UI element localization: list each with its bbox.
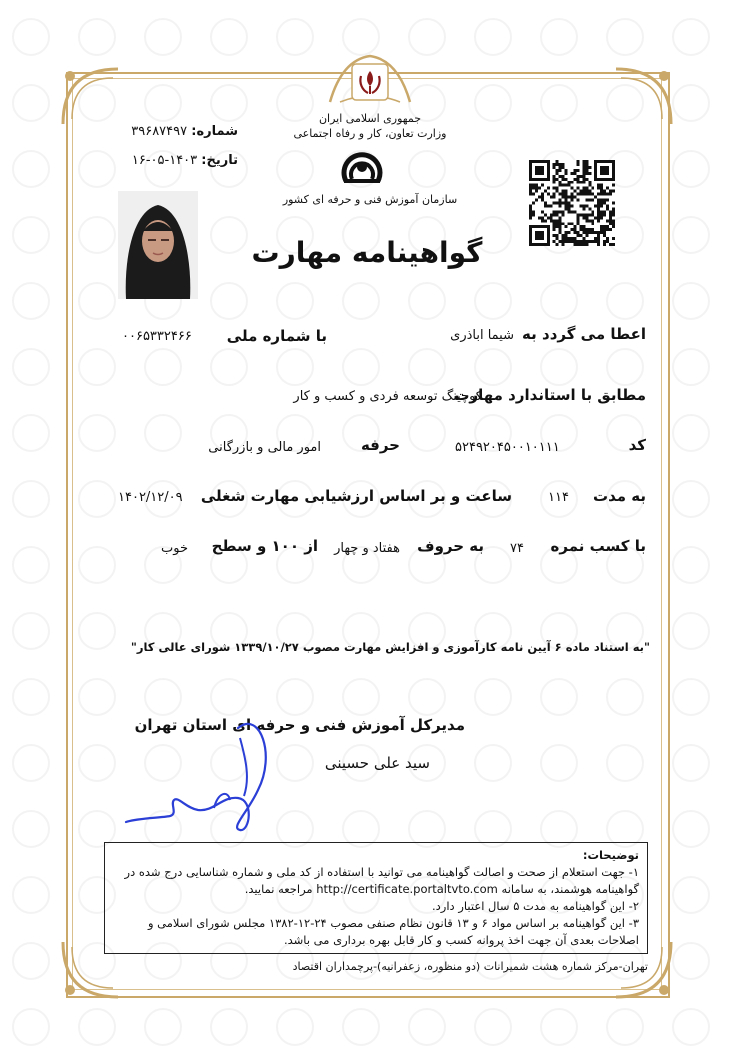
watermark-logo <box>210 18 248 56</box>
watermark-logo <box>672 84 710 122</box>
watermark-logo <box>210 1008 248 1046</box>
profession-label: حرفه <box>360 436 400 454</box>
notes-box <box>104 842 648 954</box>
score-value: ۷۴ <box>510 541 524 556</box>
watermark-logo <box>540 18 578 56</box>
watermark-logo <box>276 18 314 56</box>
statute-line: "به استناد ماده ۶ آیین نامه کارآموزی و افزایش مهارت مصوب ۱۳۳۹/۱۰/۲۷ شورای عالی کار" <box>130 640 650 654</box>
watermark-logo <box>672 942 710 980</box>
watermark-logo <box>144 1008 182 1046</box>
watermark-logo <box>672 216 710 254</box>
score-words: هفتاد و چهار <box>334 541 400 556</box>
watermark-logo <box>12 348 50 386</box>
certificate-number <box>110 124 238 139</box>
granted-label: اعطا می گردد به <box>522 325 646 343</box>
watermark-logo <box>672 348 710 386</box>
note-3: ۳- این گواهینامه بر اساس مواد ۶ و ۱۳ قانون نظام صنفی مصوب ۲۴-۱۲-۱۳۸۲ مجلس شورای اسلامی و اصلاحات بعدی آن جهت اخذ پروانه کسب و کار قابل بهره برداری می باشد. <box>147 916 639 947</box>
watermark-logo <box>12 84 50 122</box>
score-label: با کسب نمره <box>550 537 646 555</box>
assessment-date: ۱۴۰۲/۱۲/۰۹ <box>118 490 183 505</box>
portrait-photo <box>118 191 198 299</box>
standard-label: مطابق با استاندارد مهارت <box>454 386 646 404</box>
watermark-logo <box>672 876 710 914</box>
watermark-logo <box>672 480 710 518</box>
notes-heading: توضیحات: <box>582 848 639 862</box>
certificate-date <box>100 153 238 168</box>
level-label: از ۱۰۰ و سطح <box>211 537 318 555</box>
header-organization: سازمان آموزش فنی و حرفه ای کشور <box>282 193 458 206</box>
watermark-logo <box>12 546 50 584</box>
emblem-icon <box>355 68 385 98</box>
standard-code: ۵۲۴۹۲۰۴۵۰۰۱۰۱۱۱ <box>455 440 560 455</box>
watermark-logo <box>276 1008 314 1046</box>
note-2: ۲- این گواهینامه به مدت ۵ سال اعتبار دارد. <box>432 899 639 913</box>
letters-label: به حروف <box>417 537 484 555</box>
watermark-logo <box>12 876 50 914</box>
watermark-logo <box>144 18 182 56</box>
watermark-logo <box>12 480 50 518</box>
number-value: ۳۹۶۸۷۴۹۷ <box>131 124 188 139</box>
national-id: ۰۰۶۵۳۳۲۴۶۶ <box>122 329 192 344</box>
signature <box>118 700 288 840</box>
watermark-logo <box>672 546 710 584</box>
level-value: خوب <box>161 541 188 556</box>
holder-name: شیما اباذری <box>450 328 514 343</box>
note-1: ۱- جهت استعلام از صحت و اصالت گواهینامه می توانید با استفاده از کد ملی و شماره شناسایی درج شده در گواهینامه هوشمند، به سامانه http://certificate.portaltvto.com مراجعه نمایید. <box>124 865 639 896</box>
watermark-logo <box>540 1008 578 1046</box>
watermark-logo <box>78 1008 116 1046</box>
date-value: ۱۴۰۳-۰۵-۱۶ <box>131 153 198 168</box>
signatory-name: سید علی حسینی <box>324 754 430 772</box>
watermark-logo <box>12 414 50 452</box>
watermark-logo <box>12 612 50 650</box>
watermark-logo <box>672 612 710 650</box>
watermark-logo <box>12 216 50 254</box>
profession: امور مالی و بازرگانی <box>208 440 321 455</box>
watermark-logo <box>672 282 710 320</box>
certificate-title: گواهینامه مهارت <box>251 236 483 269</box>
national-id-label: با شماره ملی <box>226 327 327 345</box>
signatory-title: مدیرکل آموزش فنی و حرفه ای استان تهران <box>134 716 465 734</box>
watermark-logo <box>672 744 710 782</box>
watermark-logo <box>672 810 710 848</box>
footer-issuer: تهران-مرکز شماره هشت شمیرانات (دو منظوره، زعفرانیه)-پرچمداران اقتصاد <box>292 960 648 973</box>
standard-name: کوچینگ توسعه فردی و کسب و کار <box>293 389 482 404</box>
watermark-logo <box>12 282 50 320</box>
number-label: شماره: <box>191 124 238 139</box>
watermark-logo <box>672 150 710 188</box>
watermark-logo <box>12 678 50 716</box>
watermark-logo <box>78 18 116 56</box>
header-ministry: وزارت تعاون، کار و رفاه اجتماعی <box>293 127 447 140</box>
watermark-logo <box>12 810 50 848</box>
tvto-logo-icon <box>340 145 384 185</box>
duration-label: به مدت <box>593 487 646 505</box>
date-label: تاریخ: <box>201 153 238 168</box>
assessment-label: ساعت و بر اساس ارزشیابی مهارت شغلی <box>200 487 512 505</box>
watermark-logo <box>672 678 710 716</box>
watermark-logo <box>12 744 50 782</box>
watermark-logo <box>12 1008 50 1046</box>
code-label: کد <box>628 436 646 454</box>
qr-code <box>529 160 615 246</box>
duration-hours: ۱۱۴ <box>548 490 569 505</box>
watermark-logo <box>474 1008 512 1046</box>
watermark-logo <box>672 18 710 56</box>
watermark-logo <box>12 18 50 56</box>
header-country: جمهوری اسلامی ایران <box>318 112 422 125</box>
watermark-logo <box>12 942 50 980</box>
watermark-logo <box>606 18 644 56</box>
watermark-logo <box>408 1008 446 1046</box>
watermark-logo <box>672 414 710 452</box>
watermark-logo <box>474 18 512 56</box>
watermark-logo <box>342 1008 380 1046</box>
corner-ornament-top-right <box>606 64 676 134</box>
watermark-logo <box>606 1008 644 1046</box>
watermark-logo <box>12 150 50 188</box>
watermark-logo <box>672 1008 710 1046</box>
